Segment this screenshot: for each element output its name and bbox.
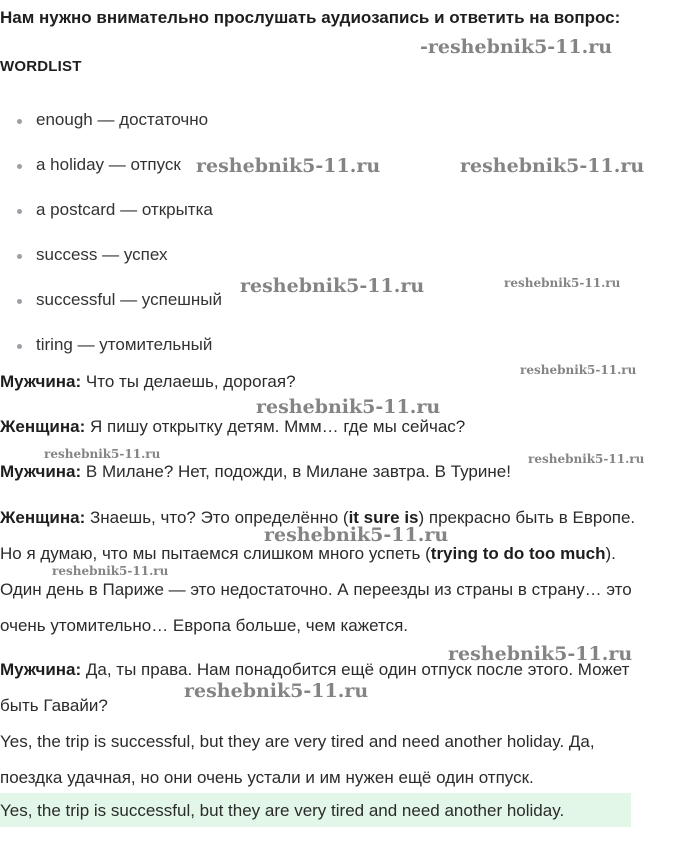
wordlist bbox=[0, 110, 222, 380]
watermark: reshebnik5-11.ru bbox=[52, 564, 169, 578]
clipped-text-line bbox=[28, 38, 428, 48]
dialogue-line-man-1 bbox=[0, 372, 296, 392]
watermark: reshebnik5-11.ru bbox=[184, 680, 369, 702]
watermark: reshebnik5-11.ru bbox=[460, 155, 645, 177]
explanation-text: Yes, the trip is successful, but they are very tired and need another holiday. Да, bbox=[0, 732, 595, 751]
list-item: a holiday — отпуск bbox=[0, 155, 222, 200]
watermark: reshebnik5-11.ru bbox=[448, 643, 633, 665]
watermark: reshebnik5-11.ru bbox=[264, 524, 449, 546]
intro-question: Нам нужно внимательно прослушать аудиозапись и ответить на вопрос: bbox=[0, 8, 621, 27]
explanation-text: поездка удачная, но они очень устали и им нужен ещё один отпуск. bbox=[0, 768, 534, 787]
answer-text: Yes, the trip is successful, but they are very tired and need another holiday. bbox=[0, 801, 565, 820]
dialogue-text: очень утомительно… Европа больше, чем кажется. bbox=[0, 616, 408, 635]
watermark: reshebnik5-11.ru bbox=[240, 275, 425, 297]
list-item: enough — достаточно bbox=[0, 110, 222, 155]
watermark: reshebnik5-11.ru bbox=[528, 452, 645, 466]
dialogue-text: Знаешь, что? Это определённо ( bbox=[85, 508, 349, 527]
dialogue-text: Да, ты права. Нам понадобится ещё один отпуск после этого. Может bbox=[81, 660, 630, 679]
dialogue-text: Но я думаю, что мы пытаемся слишком много успеть ( bbox=[0, 544, 431, 563]
dialogue-text: Что ты делаешь, дорогая? bbox=[81, 372, 296, 391]
watermark: -reshebnik5-11.ru bbox=[420, 36, 613, 58]
speaker-label: Мужчина: bbox=[0, 462, 82, 481]
list-item: a postcard — открытка bbox=[0, 200, 222, 245]
speaker-label: Мужчина: bbox=[0, 372, 82, 391]
wordlist-heading: WORDLIST bbox=[0, 58, 82, 75]
dialogue-text: ). bbox=[605, 544, 616, 563]
dialogue-line-man-2 bbox=[0, 462, 511, 482]
speaker-label: Мужчина: bbox=[0, 660, 82, 679]
watermark: reshebnik5-11.ru bbox=[256, 396, 441, 418]
dialogue-text: ) прекрасно быть в Европе. bbox=[418, 508, 636, 527]
speaker-label: Женщина: bbox=[0, 417, 86, 436]
phrase-highlight: trying to do too much bbox=[430, 544, 606, 563]
list-item: tiring — утомительный bbox=[0, 335, 222, 380]
list-item: successful — успешный bbox=[0, 290, 222, 335]
watermark: reshebnik5-11.ru bbox=[520, 363, 637, 377]
speaker-label: Женщина: bbox=[0, 508, 86, 527]
watermark: reshebnik5-11.ru bbox=[196, 155, 381, 177]
list-item: success — успех bbox=[0, 245, 222, 290]
dialogue-text: В Милане? Нет, подожди, в Милане завтра. В Турине! bbox=[81, 462, 511, 481]
dialogue-text: Один день в Париже — это недостаточно. А переезды из страны в страну… это bbox=[0, 580, 632, 599]
watermark: reshebnik5-11.ru bbox=[504, 276, 621, 290]
dialogue-line-woman-2-cont bbox=[0, 544, 616, 564]
watermark: reshebnik5-11.ru bbox=[44, 447, 161, 461]
dialogue-text: быть Гавайи? bbox=[0, 696, 108, 715]
dialogue-text: Я пишу открытку детям. Ммм… где мы сейчас? bbox=[85, 417, 466, 436]
answer-highlight bbox=[0, 793, 631, 827]
dialogue-line-woman-1 bbox=[0, 417, 465, 437]
phrase-highlight: it sure is bbox=[348, 508, 419, 527]
